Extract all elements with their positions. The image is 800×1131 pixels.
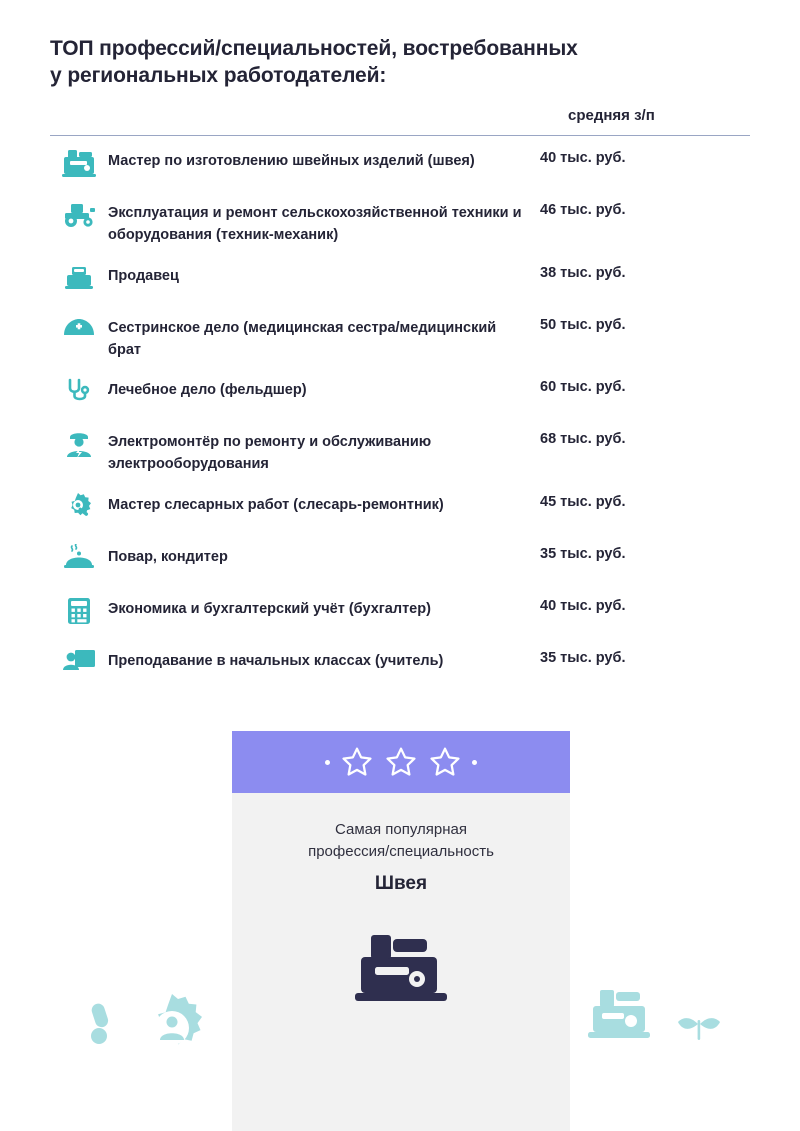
list-item-label: Лечебное дело (фельдшер) [108, 382, 307, 398]
list-item [50, 198, 750, 261]
sewing-machine-icon [50, 146, 108, 178]
list-item [50, 594, 750, 646]
card-subtitle-line-2: профессия/специальность [308, 842, 494, 860]
list-item [50, 646, 750, 698]
dot-right [472, 760, 477, 765]
card-banner [232, 731, 570, 793]
list-item [50, 261, 750, 313]
list-item-salary: 35 тыс. руб. [540, 650, 626, 666]
list-item-label: Электромонтёр по ремонту и обслуживанию электрооборудования [108, 434, 432, 473]
list-item-label: Продавец [108, 268, 179, 284]
list-item-label: Преподавание в начальных классах (учитель) [108, 653, 444, 669]
list-item-salary: 68 тыс. руб. [540, 431, 626, 447]
list-item [50, 542, 750, 594]
list-item-label: Мастер слесарных работ (слесарь-ремонтник) [108, 497, 444, 513]
list-item-label: Мастер по изготовлению швейных изделий (швея) [108, 153, 475, 169]
star-icon [428, 745, 462, 779]
dot-left [325, 760, 330, 765]
card-subtitle-line-1: Самая популярная [334, 821, 467, 838]
tractor-icon [50, 198, 108, 228]
list-item-salary: 35 тыс. руб. [540, 546, 626, 562]
card-body [232, 793, 570, 1011]
list-item-salary: 46 тыс. руб. [540, 202, 626, 218]
food-cloche-icon [50, 542, 108, 572]
header-divider [50, 135, 750, 136]
gear-person-icon [136, 992, 208, 1069]
calculator-icon [50, 594, 108, 626]
page-title [50, 36, 730, 90]
list-item [50, 313, 750, 375]
list-item-label: Повар, кондитер [108, 549, 228, 565]
list-item-label: Экономика и бухгалтерский учёт (бухгалтер) [108, 601, 431, 617]
list-item-salary: 40 тыс. руб. [540, 598, 626, 614]
stethoscope-icon [50, 375, 108, 405]
gear-wrench-icon [50, 490, 108, 522]
list-item-salary: 60 тыс. руб. [540, 379, 626, 395]
page-title-line-1: ТОП профессий/специальностей, востребованных [50, 37, 578, 60]
salary-column-header: средняя з/п [568, 107, 655, 124]
teacher-board-icon [50, 646, 108, 676]
list-item [50, 375, 750, 427]
list-item-salary: 50 тыс. руб. [540, 317, 626, 333]
list-item-salary: 45 тыс. руб. [540, 494, 626, 510]
electrician-worker-icon [50, 427, 108, 459]
sewing-machine-icon [588, 986, 650, 1049]
most-popular-card [232, 731, 570, 1131]
leaf-icon [676, 1006, 722, 1047]
nurse-cap-icon [50, 313, 108, 341]
card-sewing-machine-icon [232, 929, 570, 1011]
list-item [50, 427, 750, 490]
professions-list [50, 146, 750, 698]
list-item-label: Эксплуатация и ремонт сельскохозяйственной техники и оборудования (техник-механик) [108, 205, 522, 244]
star-icon [340, 745, 374, 779]
cash-register-icon [50, 261, 108, 291]
list-item-salary: 40 тыс. руб. [540, 150, 626, 166]
list-item-salary: 38 тыс. руб. [540, 265, 626, 281]
star-icon [384, 745, 418, 779]
pills-icon [84, 1002, 124, 1051]
page-title-line-2: у региональных работодателей: [50, 63, 387, 87]
list-item [50, 490, 750, 542]
list-item [50, 146, 750, 198]
card-profession: Швея [374, 872, 428, 894]
list-item-label: Сестринское дело (медицинская сестра/медицинский брат [108, 320, 497, 359]
